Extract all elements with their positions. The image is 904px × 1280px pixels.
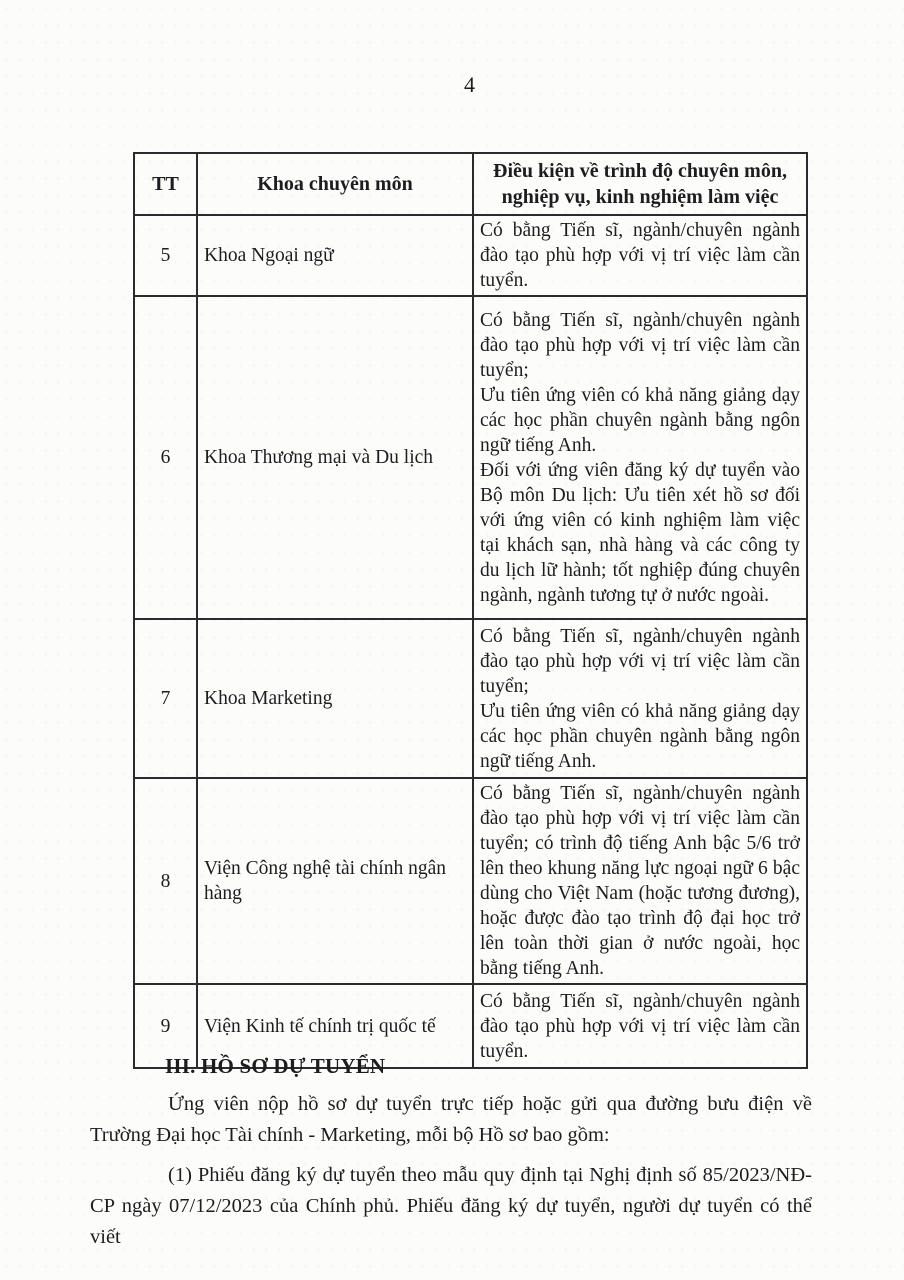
khoa-name: Viện Công nghệ tài chính ngân hàng (197, 778, 473, 984)
row-index: 7 (134, 619, 197, 778)
dieu-kien-paragraph: Có bằng Tiến sĩ, ngành/chuyên ngành đào tạo phù hợp với vị trí việc làm cần tuyển; (480, 625, 800, 697)
row-index: 8 (134, 778, 197, 984)
faculty-requirements-table (133, 152, 808, 1069)
section-ho-so-du-tuyen (90, 1048, 812, 1262)
dieu-kien-paragraph: Có bằng Tiến sĩ, ngành/chuyên ngành đào tạo phù hợp với vị trí việc làm cần tuyển; có trình độ tiếng Anh bậc 5/6 trở lên theo khung năng lực ngoại ngữ 6 bậc dùng cho Việt Nam (hoặc tương đương), hoặc được đào tạo trình độ đại học trở lên toàn thời gian ở nước ngoài, học bằng tiếng Anh. (480, 783, 800, 979)
khoa-name: Khoa Marketing (197, 619, 473, 778)
body-paragraph: Ứng viên nộp hồ sơ dự tuyển trực tiếp hoặc gửi qua đường bưu điện về Trường Đại học Tài chính - Marketing, mỗi bộ Hồ sơ bao gồm: (90, 1093, 812, 1146)
dieu-kien-cell (473, 778, 807, 984)
dieu-kien-paragraph: Có bằng Tiến sĩ, ngành/chuyên ngành đào tạo phù hợp với vị trí việc làm cần tuyển; (480, 309, 800, 381)
khoa-name: Viện Kinh tế chính trị quốc tế (197, 984, 473, 1068)
table-row (134, 619, 807, 778)
header-cell-dieukien: Điều kiện về trình độ chuyên môn, nghiệp vụ, kinh nghiệm làm việc (473, 153, 807, 215)
header-cell-tt: TT (134, 153, 197, 215)
dieu-kien-cell (473, 619, 807, 778)
dieu-kien-paragraph: Ưu tiên ứng viên có khả năng giảng dạy các học phần chuyên ngành bằng ngôn ngữ tiếng Anh. (480, 384, 800, 456)
khoa-name: Khoa Thương mại và Du lịch (197, 296, 473, 619)
dieu-kien-paragraph: Ưu tiên ứng viên có khả năng giảng dạy các học phần chuyên ngành bằng ngôn ngữ tiếng Anh. (480, 700, 800, 772)
dieu-kien-paragraph: Có bằng Tiến sĩ, ngành/chuyên ngành đào tạo phù hợp với vị trí việc làm cần tuyển. (480, 990, 800, 1062)
section-heading: III. HỒ SƠ DỰ TUYỂN (165, 1054, 386, 1078)
page-number: 4 (464, 72, 476, 97)
dieu-kien-paragraph: Có bằng Tiến sĩ, ngành/chuyên ngành đào tạo phù hợp với vị trí việc làm cần tuyển. (480, 220, 800, 291)
dieu-kien-cell (473, 296, 807, 619)
row-index: 5 (134, 215, 197, 296)
table-row (134, 215, 807, 296)
khoa-name: Khoa Ngoại ngữ (197, 215, 473, 296)
body-paragraph: (1) Phiếu đăng ký dự tuyển theo mẫu quy định tại Nghị định số 85/2023/NĐ-CP ngày 07/12/2023 của Chính phủ. Phiếu đăng ký dự tuyển, người dự tuyển có thể viết (90, 1164, 812, 1248)
dieu-kien-paragraph: Đối với ứng viên đăng ký dự tuyển vào Bộ môn Du lịch: Ưu tiên xét hồ sơ đối với ứng viên có kinh nghiệm làm việc tại khách sạn, nhà hàng và các công ty du lịch lữ hành; tốt nghiệp đúng chuyên ngành, ngành tương tự ở nước ngoài. (480, 459, 800, 606)
table-header-row (134, 153, 807, 215)
header-cell-khoa: Khoa chuyên môn (197, 153, 473, 215)
table-row (134, 778, 807, 984)
table-row (134, 296, 807, 619)
row-index: 6 (134, 296, 197, 619)
row-index: 9 (134, 984, 197, 1068)
dieu-kien-cell (473, 215, 807, 296)
